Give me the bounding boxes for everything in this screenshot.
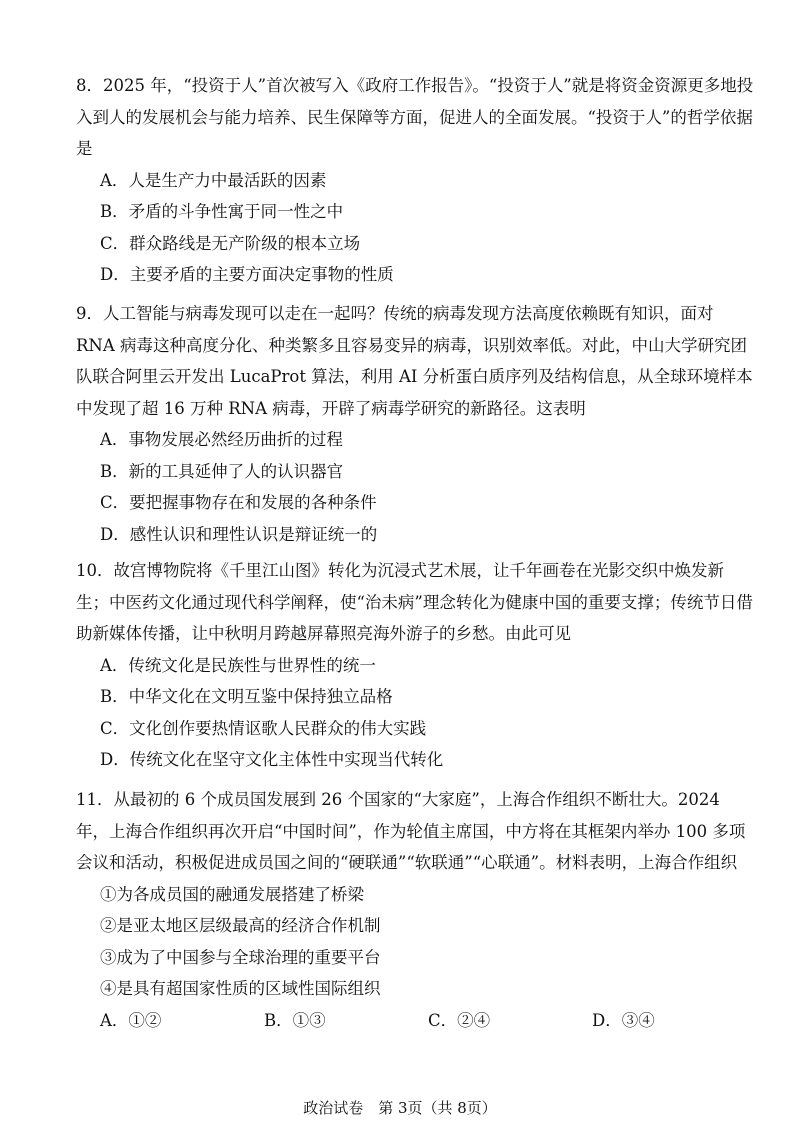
question-11-item-1: ①为各成员国的融通发展搭建了桥梁: [100, 884, 364, 904]
question-11-answer-c: C．②④: [428, 1010, 491, 1030]
question-8-stem: 8．2025 年，“投资于人”首次被写入《政府工作报告》。“投资于人”就是将资金资源更多地投入到人的发展机会与能力培养、民生保障等方面，促进人的全面发展。“投资于人”的哲学依据是: [76, 76, 754, 158]
question-8: [76, 70, 756, 291]
page-footer: 政治试卷 第 3页（共 8页）: [303, 1099, 497, 1117]
question-8-option-c: C．群众路线是无产阶级的根本立场: [100, 233, 361, 253]
question-11-stem: 11．从最初的 6 个成员国发展到 26 个国家的“大家庭”，上海合作组织不断壮大。2024 年，上海合作组织再次开启“中国时间”，作为轮值主席国，中方将在其框架内举办 100 多项会议和活动，积极促进成员国之间的“硬联通”“软联通”“心联通”。材料表明，上海合作组织: [76, 790, 746, 872]
question-10-option-c: C．文化创作要热情讴歌人民群众的伟大实践: [100, 718, 427, 738]
question-11-item-3: ③成为了中国参与全球治理的重要平台: [100, 947, 381, 967]
question-10-option-d: D．传统文化在坚守文化主体性中实现当代转化: [100, 750, 444, 769]
question-10-stem: 10．故宫博物院将《千里江山图》转化为沉浸式艺术展，让千年画卷在光影交织中焕发新生；中医药文化通过现代科学阐释，使“治未病”理念转化为健康中国的重要支撑；传统节日借助新媒体传播，让中秋明月跨越屏幕照亮海外游子的乡愁。由此可见: [76, 561, 753, 643]
question-8-option-d: D．主要矛盾的主要方面决定事物的性质: [100, 265, 394, 284]
question-9: [76, 298, 756, 550]
question-8-option-b: B．矛盾的斗争性寓于同一性之中: [100, 202, 344, 221]
question-10-option-a: A．传统文化是民族性与世界性的统一: [100, 655, 376, 675]
question-8-option-a: A．人是生产力中最活跃的因素: [100, 170, 327, 190]
question-9-option-a: A．事物发展必然经历曲折的过程: [100, 430, 343, 449]
question-9-option-d: D．感性认识和理性认识是辩证统一的: [100, 524, 378, 544]
question-11-answer-b: B．①③: [264, 1010, 326, 1030]
question-9-option-b: B．新的工具延伸了人的认识器官: [100, 461, 344, 481]
question-10-option-b: B．中华文化在文明互鉴中保持独立品格: [100, 687, 393, 706]
question-11-item-4: ④是具有超国家性质的区域性国际组织: [100, 979, 381, 998]
question-11: [76, 784, 756, 1036]
question-11-answer-d: D．③④: [592, 1010, 655, 1030]
question-11-answer-a: A．①②: [100, 1010, 162, 1030]
question-11-answer-row: [76, 1005, 756, 1037]
question-11-item-2: ②是亚太地区层级最高的经济合作机制: [100, 916, 381, 935]
question-10: [76, 555, 756, 776]
question-9-option-c: C．要把握事物存在和发展的各种条件: [100, 493, 377, 512]
question-9-stem: 9．人工智能与病毒发现可以走在一起吗？传统的病毒发现方法高度依赖既有知识，面对 RNA 病毒这种高度分化、种类繁多且容易变异的病毒，识别效率低。对此，中山大学研究团队联合阿里云开发出 LucaProt 算法，利用 AI 分析蛋白质序列及结构信息，从全球环境样本中发现了超 16 万种 RNA 病毒，开辟了病毒学研究的新路径。这表明: [76, 304, 753, 418]
